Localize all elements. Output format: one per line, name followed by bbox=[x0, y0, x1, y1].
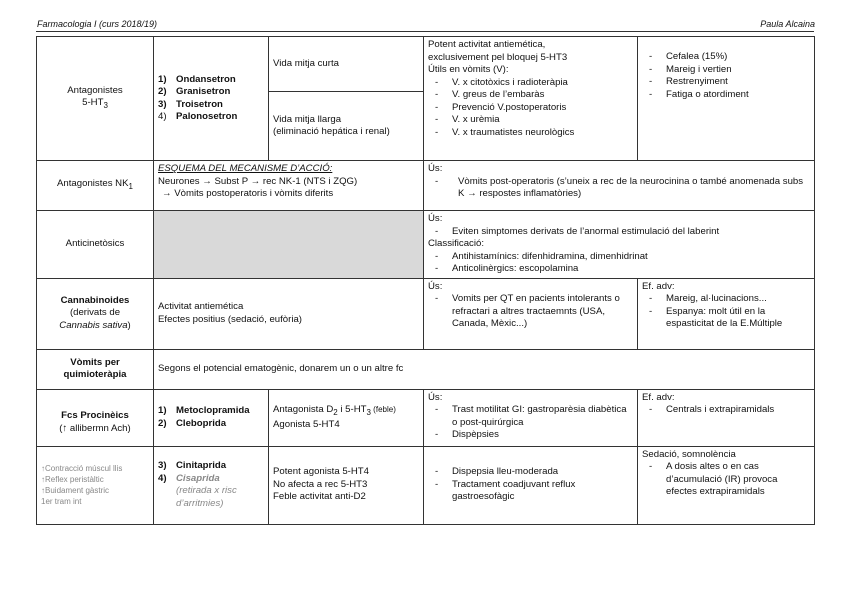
use-item: - Dispepsia lleu-moderada bbox=[428, 466, 633, 479]
drug-item: 4) Cisaprida bbox=[158, 472, 220, 484]
drug-item: 2) Granisetron bbox=[158, 86, 231, 97]
adverse-item: - Cefalea (15%) bbox=[642, 51, 810, 64]
use-item: - Tractament coadjuvant reflux gastroesofàgic bbox=[428, 479, 633, 504]
halflife-long: Vida mitja llarga (eliminació hepática i renal) bbox=[269, 92, 424, 161]
procinetics-side-notes: ↑Contracció múscul llis ↑Reflex peristàltic ↑Buidament gàstric 1er tram int bbox=[37, 446, 154, 524]
empty-gray-cell bbox=[154, 211, 424, 279]
adverse-item: - Centrals i extrapiramidals bbox=[642, 404, 810, 417]
desc-cannabinoides: Activitat antiemética Efectes positius (sedació, eufòria) bbox=[154, 278, 424, 349]
use-item: - Eviten simptomes derivats de l’anormal estimulació del laberint bbox=[428, 226, 810, 239]
use-item: - V. x citotòxics i radioteràpia bbox=[428, 77, 633, 90]
pharmacology-table bbox=[36, 36, 815, 525]
drug-list-5ht3 bbox=[154, 37, 269, 161]
mechanism-procinetics-b: Potent agonista 5-HT4 No afecta a rec 5-HT3 Feble activitat anti-D2 bbox=[269, 446, 424, 524]
use-item: - Vomits per QT en pacients intolerants o refractari a altres tractaemnts (USA, Canada, Mèxic...) bbox=[428, 293, 633, 331]
adverse-item: - A dosis altes o en cas d’acumulació (IR) provoca efectes extrapiramidals bbox=[642, 461, 810, 499]
class-item: - Antihistamínics: difenhidramina, dimenhidrinat bbox=[428, 251, 810, 264]
adverse-item: - Espanya: molt útil en la espasticitat de la E.Múltiple bbox=[642, 306, 810, 331]
row-title-5ht3: Antagonistes $5-HT_3$ bbox=[37, 37, 154, 161]
row-title-nk1: Antagonistes $NK_1$ bbox=[37, 161, 154, 211]
document-header-left: Farmacologia I (curs 2018/19) bbox=[37, 19, 158, 29]
adverse-procinetics-a: Ef. adv: - Centrals i extrapiramidals bbox=[638, 389, 815, 446]
halflife-short: Vida mitja curta bbox=[269, 37, 424, 92]
row-title-anticinetosics: Anticinetòsics bbox=[37, 211, 154, 279]
mechanism-procinetics-a: Antagonista $D_2$ i $5-HT_3$ (feble) Agonista 5-HT4 bbox=[269, 389, 424, 446]
drug-item: 1) Metoclopramida bbox=[158, 405, 250, 416]
use-item: - V. greus de l’embaràs bbox=[428, 89, 633, 102]
adverse-item: - Restrenyiment bbox=[642, 76, 810, 89]
row-title-chemo: Vòmits per quimioteràpia bbox=[37, 349, 154, 389]
header-divider bbox=[36, 31, 814, 32]
drug-list-procinetics-b bbox=[154, 446, 269, 524]
adverse-item: - Mareig, al·lucinacions... bbox=[642, 293, 810, 306]
use-item: - Dispèpsies bbox=[428, 429, 633, 442]
drug-item: 3) Troisetron bbox=[158, 98, 223, 110]
adverse-5ht3 bbox=[638, 37, 815, 161]
drug-item: 4) Palonosetron bbox=[158, 111, 238, 122]
adverse-cannabinoides: Ef. adv: - Mareig, al·lucinacions... - Espanya: molt útil en la espasticitat de la E.Múltiple bbox=[638, 278, 815, 349]
drug-item: 1) Ondansetron bbox=[158, 73, 236, 85]
uses-cannabinoides: Ús: - Vomits per QT en pacients intolerants o refractari a altres tractaemnts (USA, Canada, Mèxic...) bbox=[424, 278, 638, 349]
adverse-item: - Fatiga o atordiment bbox=[642, 89, 810, 102]
drug-item: 2) Cleboprida bbox=[158, 417, 227, 429]
drug-list-procinetics-a bbox=[154, 389, 269, 446]
uses-procinetics-a: Ús: - Trast motilitat GI: gastroparèsia diabètica o post-quirúrgica - Dispèpsies bbox=[424, 389, 638, 446]
uses-5ht3: Potent activitat antiemética, exclusivement pel bloquej 5-HT3 Útils en vòmits (V): - V. x citotòxics i radioteràpia - V. greus de l’embaràs - Prevenció V.postoperatoris - V. x urèmia - V. x traumatistes neurològics bbox=[424, 37, 638, 161]
use-item: - V. x traumatistes neurològics bbox=[428, 127, 633, 140]
adverse-item: - Mareig i vertien bbox=[642, 64, 810, 77]
class-item: - Anticolinèrgics: escopolamina bbox=[428, 263, 810, 276]
desc-chemo: Segons el potencial ematogènic, donarem un o un altre fc bbox=[154, 349, 815, 389]
document-header-right: Paula Alcaina bbox=[760, 19, 815, 29]
use-item: - Trast motilitat GI: gastroparèsia diabètica o post-quirúrgica bbox=[428, 404, 633, 429]
row-title-procinetics: Fcs Procinèics (↑ allibermn Ach) bbox=[37, 389, 154, 446]
uses-procinetics-b bbox=[424, 446, 638, 524]
drug-note: (retirada x risc d’arritmies) bbox=[176, 485, 237, 509]
uses-anticinetosics: Ús: - Eviten simptomes derivats de l’anormal estimulació del laberint Classificació: - Antihistamínics: difenhidramina, dimenhidrinat - Anticolinèrgics: escopolamina bbox=[424, 211, 815, 279]
mechanism-nk1: ESQUEMA DEL MECANISME D’ACCIÓ: Neurones → Subst P → rec NK-1 (NTS i ZQG) → Vòmits postoperatoris i vòmits diferits bbox=[154, 161, 424, 211]
row-title-cannabinoides: Cannabinoides (derivats de Cannabis sativa) bbox=[37, 278, 154, 349]
use-item: - Vòmits post-operatoris (s’uneix a rec de la neurocinina o també anomenada subs K → respostes inflamatòries) bbox=[428, 176, 810, 201]
use-item: - V. x urèmia bbox=[428, 114, 633, 127]
use-item: - Prevenció V.postoperatoris bbox=[428, 102, 633, 115]
drug-item: 3) Cinitaprida bbox=[158, 460, 227, 471]
adverse-procinetics-b: Sedació, somnolència - A dosis altes o en cas d’acumulació (IR) provoca efectes extrapiramidals bbox=[638, 446, 815, 524]
uses-nk1: Ús: - Vòmits post-operatoris (s’uneix a rec de la neurocinina o també anomenada subs K → respostes inflamatòries) bbox=[424, 161, 815, 211]
